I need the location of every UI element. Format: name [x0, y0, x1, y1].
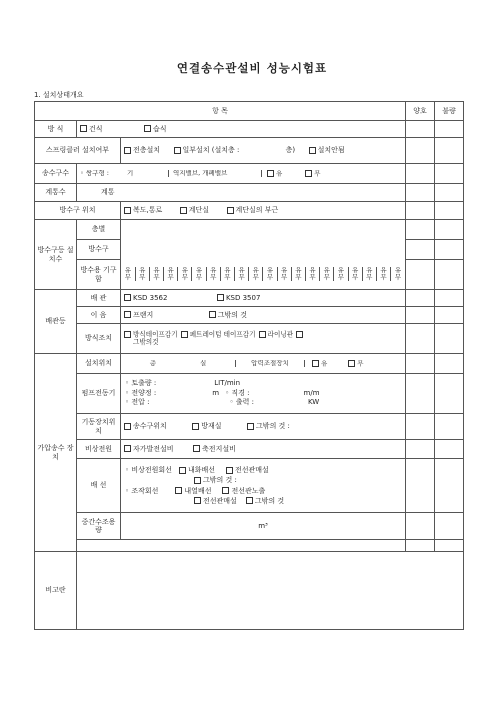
checkbox[interactable]	[217, 294, 224, 301]
performance-test-form	[34, 101, 464, 630]
inlet-unit: 기	[127, 169, 134, 178]
tank-label: 중간수조용량	[77, 513, 121, 540]
opt-rust-tape: 방식테이프감기	[133, 330, 178, 339]
equip-cell[interactable]	[135, 267, 149, 281]
good-cell[interactable]	[406, 354, 435, 374]
start-label: 기동장치위치	[77, 414, 121, 440]
good-cell[interactable]	[406, 307, 435, 324]
bad-cell[interactable]	[435, 290, 464, 307]
wiring-options: ◦ 비상전원회선 내화배선 전선관매설 그밖의 것 : ◦ 조작회선 내열배선 전선관노출 전선관매설 그밖의 것	[121, 459, 406, 513]
pump-specs: ◦ 토출량 : LIT/min ◦ 전양정 : m ◦ 직경 : m/m ◦ 전압 : ◦ 출력 : KW	[121, 374, 406, 414]
good-cell[interactable]	[406, 414, 435, 440]
pump-row	[35, 374, 464, 414]
bad-cell[interactable]	[435, 164, 464, 184]
checkbox[interactable]	[124, 207, 131, 214]
bad-cell[interactable]	[435, 440, 464, 459]
checkbox[interactable]	[305, 170, 312, 177]
outlet-position-label: 방수구 위치	[35, 202, 121, 220]
no-mark: 무	[195, 273, 203, 282]
bad-cell[interactable]	[435, 240, 464, 260]
systems-row	[35, 184, 464, 202]
checkbox[interactable]	[175, 487, 182, 494]
opt-wiring-other: 그밖의 것 :	[203, 476, 237, 485]
discharge-unit: LIT/min	[214, 379, 241, 388]
start-options	[121, 414, 406, 440]
good-cell[interactable]	[406, 184, 435, 202]
pipe-label: 배관등	[35, 290, 77, 354]
header-row	[35, 102, 464, 121]
outlet-position-row	[35, 202, 464, 220]
checkbox[interactable]	[222, 487, 229, 494]
yes-mark: 유	[266, 267, 274, 275]
equip-label: 방수용 기구함	[77, 260, 121, 290]
bad-cell[interactable]	[435, 354, 464, 374]
bad-cell[interactable]	[435, 513, 464, 540]
good-cell[interactable]	[406, 374, 435, 414]
bad-cell[interactable]	[435, 307, 464, 324]
output-unit: KW	[307, 398, 320, 407]
opt-joint-other: 그밖의 것	[217, 310, 248, 319]
checkbox[interactable]	[124, 294, 131, 301]
equip-cell[interactable]	[263, 267, 277, 281]
header-item: 항 목	[35, 102, 406, 121]
checkbox[interactable]	[259, 331, 266, 338]
opt-near-stairwell: 계단실의 부근	[235, 206, 279, 215]
checkbox[interactable]	[246, 497, 253, 504]
opt-stairwell: 계단실	[188, 206, 210, 215]
no-mark: 무	[210, 273, 217, 282]
checkbox[interactable]	[309, 147, 316, 154]
header-good: 양호	[406, 102, 435, 121]
opt-battery: 축전지설비	[202, 444, 236, 453]
no-mark: 무	[380, 273, 387, 282]
yes-mark: 유	[394, 267, 402, 275]
equip-cell[interactable]	[220, 267, 234, 281]
remarks-label: 비고란	[35, 552, 77, 630]
bullet: ◦	[80, 169, 86, 178]
opt-ksd3507: KSD 3507	[225, 293, 261, 302]
wiring-label: 배 선	[77, 459, 121, 513]
floor-unit: 층)	[285, 146, 296, 155]
good-cell[interactable]	[406, 121, 435, 138]
opt-buried-2: 전선관매설	[203, 496, 237, 505]
power-label: 비상전원	[77, 440, 121, 459]
equip-cell[interactable]	[348, 267, 362, 281]
yes-mark: 유	[366, 267, 373, 275]
sprinkler-options	[121, 138, 406, 164]
bad-cell[interactable]	[435, 374, 464, 414]
checkbox[interactable]	[144, 125, 151, 132]
equip-cell[interactable]	[362, 267, 376, 281]
checkbox[interactable]	[348, 360, 355, 367]
checkbox[interactable]	[124, 331, 131, 338]
equip-cell[interactable]	[149, 267, 163, 281]
voltage-label: 전압 :	[131, 398, 150, 407]
tank-unit: m³	[121, 513, 406, 540]
opt-control-circuit: 조작회선	[131, 486, 159, 495]
yes-mark: 유	[181, 267, 188, 275]
opt-emergency-circuit: 비상전원회선	[131, 466, 172, 475]
yes-mark: 유	[195, 267, 203, 275]
equip-cell[interactable]	[121, 267, 135, 281]
inlet-row	[35, 164, 464, 184]
bad-cell[interactable]	[435, 324, 464, 354]
pipe-rust-label: 방식조치	[77, 324, 121, 354]
pipe-material-row	[35, 290, 464, 307]
checkbox[interactable]	[267, 170, 274, 177]
opt-corridor: 복도,통로	[133, 206, 163, 215]
opt-inlet-location: 송수구위치	[133, 422, 167, 431]
opt-rust-other: 그밖의것	[133, 337, 159, 346]
opt-ksd3562: KSD 3562	[133, 293, 168, 302]
checkbox[interactable]	[209, 311, 216, 318]
room-unit: 실	[200, 359, 207, 368]
bad-cell[interactable]	[435, 220, 464, 240]
no-mark: 무	[167, 273, 174, 282]
yes-mark: 유	[153, 267, 160, 275]
equip-cell[interactable]	[391, 267, 405, 281]
pipe-joint-options	[121, 307, 406, 324]
yes-mark: 유	[139, 267, 146, 275]
no-mark: 무	[337, 273, 345, 282]
opt-no: 무	[314, 169, 321, 178]
equip-cell[interactable]	[164, 267, 178, 281]
opt-yes: 유	[276, 169, 283, 178]
good-cell[interactable]	[406, 202, 435, 220]
good-cell[interactable]	[406, 324, 435, 354]
equip-cell[interactable]	[277, 267, 291, 281]
output-label: 출력 :	[235, 398, 254, 407]
opt-start-other: 그밖의 것 :	[256, 422, 290, 431]
yes-mark: 유	[167, 267, 174, 275]
outlet-count-row	[35, 240, 464, 260]
checkbox[interactable]	[194, 497, 201, 504]
pressure-switch-label: 압력조절장치	[236, 360, 305, 367]
pipe-material-options	[121, 290, 406, 307]
good-cell[interactable]	[406, 260, 435, 290]
diameter-unit: m/m	[303, 388, 320, 397]
opt-disaster-room: 방재실	[201, 422, 222, 431]
yes-mark: 유	[337, 267, 345, 275]
page-title: 연결송수관설비 성능시험표	[176, 61, 328, 75]
checkbox[interactable]	[193, 445, 200, 452]
no-mark: 무	[351, 273, 359, 282]
equip-cell[interactable]	[192, 267, 206, 281]
diameter-label: 직경 :	[231, 388, 250, 397]
remarks-field[interactable]	[77, 552, 464, 630]
good-cell[interactable]	[406, 440, 435, 459]
checkbox[interactable]	[124, 311, 131, 318]
opt-all-floors: 전층설치	[133, 146, 161, 155]
no-mark: 무	[124, 273, 131, 282]
valve-label: 역지밸브, 개폐밸브	[169, 170, 262, 177]
start-device-row	[35, 414, 464, 440]
booster-blank-row	[35, 540, 464, 552]
power-options	[121, 440, 406, 459]
bad-cell[interactable]	[435, 459, 464, 513]
booster-place-row	[35, 354, 464, 374]
yes-mark: 유	[210, 267, 217, 275]
yes-mark: 유	[380, 267, 387, 275]
outlet-label: 방수구등 설치수	[35, 220, 77, 290]
tank-row	[35, 513, 464, 540]
opt-generator: 자가발전설비	[133, 444, 174, 453]
outlet-floor-row	[35, 220, 464, 240]
checkbox[interactable]	[80, 125, 87, 132]
equip-cell[interactable]	[291, 267, 305, 281]
yes-mark: 유	[224, 267, 231, 275]
opt-flange: 프랜지	[133, 310, 154, 319]
yes-mark: 유	[238, 267, 245, 275]
no-mark: 무	[181, 273, 188, 282]
opt-no: 무	[357, 359, 364, 368]
systems-label: 계통수	[35, 184, 77, 202]
equip-cell[interactable]	[334, 267, 348, 281]
bad-cell[interactable]	[435, 121, 464, 138]
equip-cell[interactable]	[235, 267, 249, 281]
equip-cell[interactable]	[305, 267, 319, 281]
head-label: 전양정 :	[131, 388, 157, 397]
good-cell[interactable]	[406, 290, 435, 307]
opt-fireproof: 내화배선	[187, 466, 215, 475]
yes-mark: 유	[124, 267, 131, 275]
method-row	[35, 121, 464, 138]
checkbox[interactable]	[180, 207, 187, 214]
remarks-row	[35, 552, 464, 630]
good-cell[interactable]	[406, 459, 435, 513]
good-cell[interactable]	[406, 513, 435, 540]
bad-cell[interactable]	[435, 260, 464, 290]
yes-mark: 유	[295, 267, 302, 275]
bad-cell[interactable]	[435, 184, 464, 202]
no-mark: 무	[394, 273, 402, 282]
outlet-position-options	[121, 202, 406, 220]
opt-petrolatum: 페트레이텀 테이프감기	[189, 330, 256, 339]
checkbox[interactable]	[124, 147, 131, 154]
no-mark: 무	[224, 273, 231, 282]
opt-exposed: 전선관노출	[231, 486, 266, 495]
good-cell[interactable]	[406, 164, 435, 184]
outlet-equip-row	[35, 260, 464, 290]
good-cell[interactable]	[406, 220, 435, 240]
pipe-joint-label: 이 음	[77, 307, 121, 324]
equip-cell[interactable]	[320, 267, 334, 281]
opt-heatproof: 내열배선	[184, 486, 212, 495]
booster-label: 가압송수 장 치	[35, 354, 77, 552]
place-label: 설치위치	[77, 354, 121, 374]
yes-mark: 유	[281, 267, 288, 275]
opt-lining: 라이닝관	[267, 330, 294, 339]
checkbox[interactable]	[181, 331, 188, 338]
no-mark: 무	[281, 273, 288, 282]
good-cell[interactable]	[406, 240, 435, 260]
count-label: 방수구	[77, 240, 121, 260]
no-mark: 무	[366, 273, 373, 282]
floor-unit: 층	[149, 359, 156, 368]
checkbox[interactable]	[179, 467, 186, 474]
checkbox[interactable]	[227, 207, 234, 214]
opt-none: 설치안됨	[317, 146, 345, 155]
no-mark: 무	[139, 273, 146, 282]
yes-mark: 유	[323, 267, 330, 275]
pipe-material-label: 배 관	[77, 290, 121, 307]
equip-cell[interactable]	[249, 267, 263, 281]
method-label: 방 식	[35, 121, 77, 138]
checkbox[interactable]	[124, 445, 131, 452]
no-mark: 무	[266, 273, 274, 282]
floor-label: 층별	[77, 220, 121, 240]
pipe-joint-row	[35, 307, 464, 324]
checkbox[interactable]	[226, 467, 233, 474]
equip-cell[interactable]	[178, 267, 192, 281]
checkbox[interactable]	[174, 147, 181, 154]
emergency-power-row	[35, 440, 464, 459]
bad-cell[interactable]	[435, 414, 464, 440]
no-mark: 무	[153, 273, 160, 282]
wiring-row	[35, 459, 464, 513]
opt-buried: 전선관매설	[235, 466, 269, 475]
yes-mark: 유	[252, 267, 259, 275]
opt-yes: 유	[321, 359, 328, 368]
checkbox[interactable]	[247, 423, 254, 430]
opt-dry: 건식	[89, 124, 103, 133]
bad-cell[interactable]	[435, 138, 464, 164]
bad-cell[interactable]	[435, 202, 464, 220]
systems-unit: 계통	[77, 184, 406, 202]
method-options	[77, 121, 406, 138]
equip-cell[interactable]	[206, 267, 220, 281]
checkbox[interactable]	[124, 423, 131, 430]
pump-label: 펌프전동기	[77, 374, 121, 414]
section-heading: 1. 설치상태개요	[34, 91, 84, 99]
no-mark: 무	[295, 273, 302, 282]
inlet-label: 송수구수	[35, 164, 77, 184]
opt-wiring-other-2: 그밖의 것	[254, 496, 285, 505]
inlet-shape: 쌍구형 :	[85, 169, 109, 178]
yes-mark: 유	[309, 267, 316, 275]
good-cell[interactable]	[406, 138, 435, 164]
checkbox[interactable]	[312, 360, 319, 367]
no-mark: 무	[309, 273, 316, 282]
sprinkler-row	[35, 138, 464, 164]
discharge-label: 토출량 :	[131, 379, 157, 388]
opt-partial: 일부설치 (설치층 :	[182, 146, 240, 155]
checkbox[interactable]	[194, 477, 201, 484]
pipe-rust-options	[121, 324, 406, 354]
checkbox[interactable]	[192, 423, 199, 430]
header-bad: 불량	[435, 102, 464, 121]
sprinkler-label: 스프링클러 설치여부	[35, 138, 121, 164]
equip-cell[interactable]	[376, 267, 390, 281]
checkbox[interactable]	[296, 331, 303, 338]
yes-mark: 유	[351, 267, 359, 275]
head-unit: m	[212, 388, 220, 397]
opt-wet: 습식	[153, 124, 167, 133]
no-mark: 무	[252, 273, 259, 282]
pipe-rust-row	[35, 324, 464, 354]
no-mark: 무	[323, 273, 330, 282]
no-mark: 무	[238, 273, 245, 282]
